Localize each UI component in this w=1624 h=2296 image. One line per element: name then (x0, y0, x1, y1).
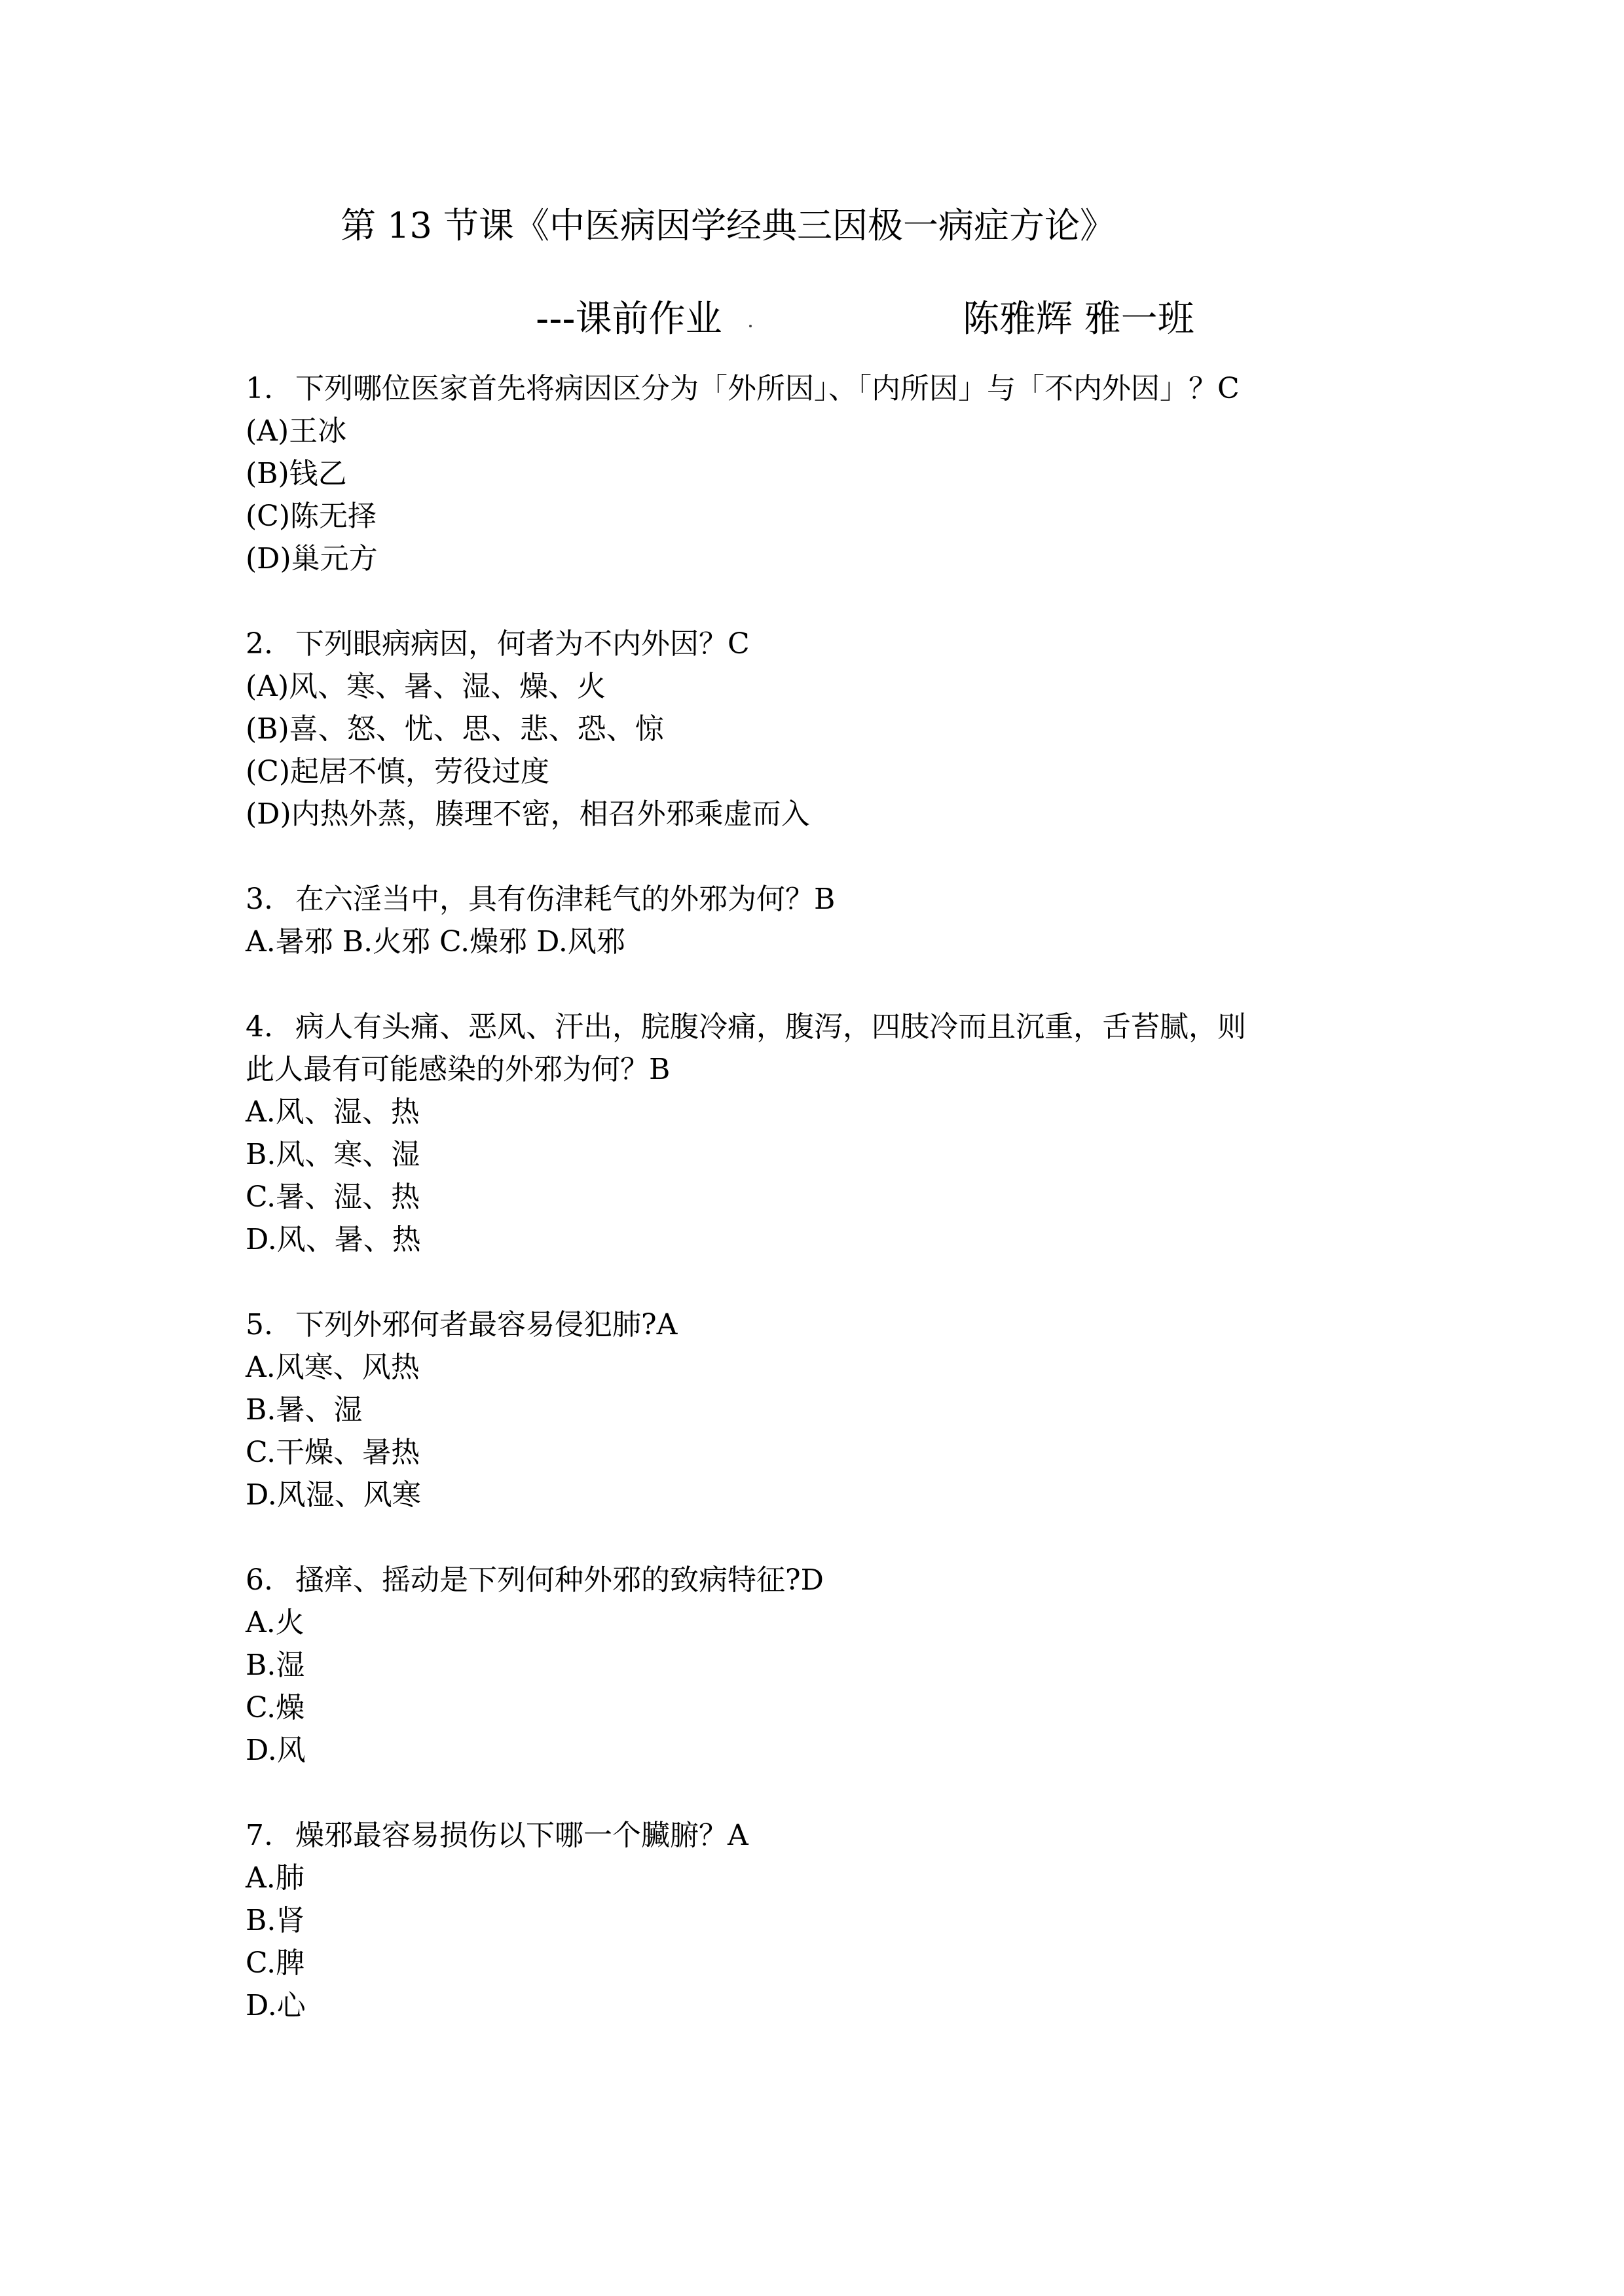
question-text: 燥邪最容易损伤以下哪一个臟腑？A (295, 1819, 748, 1852)
question-1-option-d: (D)巢元方 (246, 542, 378, 575)
question-4-option-b: B.风、寒、湿 (246, 1138, 420, 1171)
question-1-option-b: (B)钱乙 (246, 457, 347, 490)
question-number: 2. (246, 627, 273, 661)
question-2-option-b: (B)喜、怒、忧、思、悲、恐、惊 (246, 712, 664, 746)
question-5-option-d: D.风湿、风寒 (246, 1478, 421, 1512)
question-6-option-a: A.火 (246, 1606, 304, 1639)
question-1-option-c: (C)陈无择 (246, 500, 377, 533)
question-text: 下列外邪何者最容易侵犯肺?A (295, 1308, 678, 1341)
question-7-stem (246, 1821, 748, 1850)
question-2-stem (246, 627, 750, 661)
question-text: 下列哪位医家首先将病因区分为「外所因」、「内所因」与「不内外因」？C (295, 372, 1240, 405)
question-7-option-a: A.肺 (246, 1861, 304, 1895)
question-5-option-a: A.风寒、风热 (246, 1351, 420, 1384)
question-6-option-b: B.湿 (246, 1649, 305, 1682)
question-4-stem-continuation: 此人最有可能感染的外邪为何？B (246, 1053, 671, 1086)
question-4-option-c: C.暑、湿、热 (246, 1180, 420, 1214)
question-text: 下列眼病病因，何者为不内外因？C (295, 627, 750, 661)
question-2-option-c: (C)起居不慎，劳役过度 (246, 755, 549, 788)
question-7-option-d: D.心 (246, 1989, 306, 2022)
question-number: 1. (246, 372, 273, 405)
question-number: 6. (246, 1563, 273, 1597)
question-5-option-c: C.干燥、暑热 (246, 1436, 420, 1469)
question-2-option-a: (A)风、寒、暑、湿、燥、火 (246, 670, 606, 703)
question-number: 7. (246, 1819, 273, 1852)
question-text: 搔痒、摇动是下列何种外邪的致病特征?D (295, 1563, 824, 1597)
question-3-stem (246, 885, 835, 914)
subtitle-author: 陈雅辉 雅一班 (963, 298, 1194, 340)
question-3-options: A.暑邪 B.火邪 C.燥邪 D.风邪 (246, 925, 625, 958)
question-5-option-b: B.暑、湿 (246, 1393, 363, 1427)
question-4-option-a: A.风、湿、热 (246, 1095, 420, 1129)
question-2-option-d: (D)内热外蒸，腠理不密，相召外邪乘虚而入 (246, 797, 810, 831)
question-6-option-c: C.燥 (246, 1691, 305, 1724)
page-title: 第 13 节课《中医病因学经典三因极一病症方论》 (341, 205, 1116, 246)
question-text: 病人有头痛、恶风、汗出，脘腹冷痛，腹泻，四肢冷而且沉重，舌苔腻，则 (295, 1010, 1246, 1044)
question-number: 4. (246, 1010, 273, 1044)
question-4-stem (246, 1010, 1246, 1044)
question-6-option-d: D.风 (246, 1734, 306, 1767)
question-6-stem (246, 1563, 824, 1597)
question-7-option-b: B.肾 (246, 1904, 305, 1937)
question-1-option-a: (A)王冰 (246, 414, 347, 448)
question-5-stem (246, 1308, 678, 1341)
question-number: 3. (246, 883, 273, 916)
question-7-option-c: C.脾 (246, 1946, 305, 1980)
question-text: 在六淫当中，具有伤津耗气的外邪为何？B (295, 883, 836, 916)
question-1-stem (246, 374, 1240, 403)
question-number: 5. (246, 1308, 273, 1341)
subtitle-homework: ---课前作业 (536, 298, 722, 340)
question-4-option-d: D.风、暑、热 (246, 1223, 421, 1256)
stray-dot (749, 325, 752, 327)
